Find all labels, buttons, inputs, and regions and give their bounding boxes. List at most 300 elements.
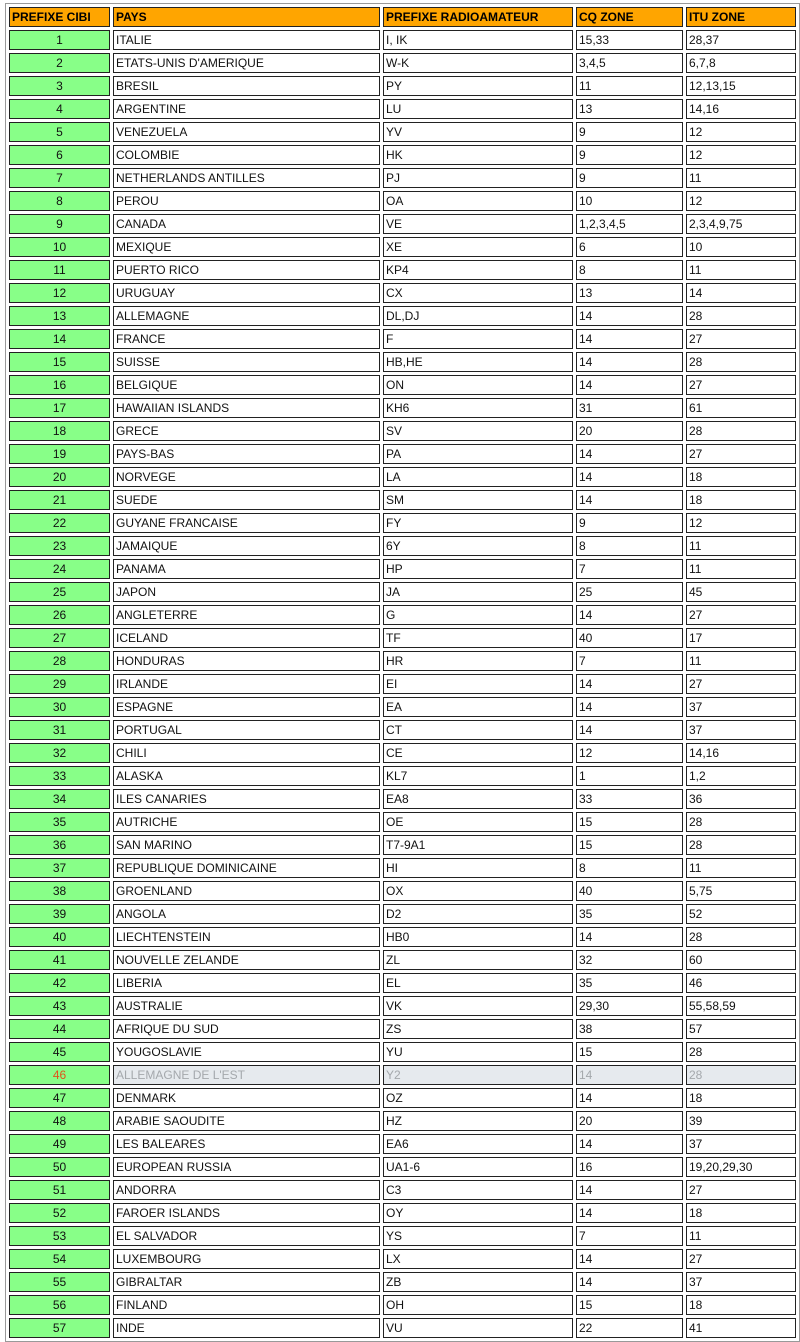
cell-prefixe-cibi: 5 xyxy=(9,122,110,142)
cell-prefixe-radioamateur: C3 xyxy=(383,1180,573,1200)
cell-prefixe-radioamateur: PJ xyxy=(383,168,573,188)
cell-pays: BRESIL xyxy=(113,76,380,96)
table-row xyxy=(9,444,796,464)
cell-pays: ESPAGNE xyxy=(113,697,380,717)
cell-prefixe-cibi: 1 xyxy=(9,30,110,50)
table-row xyxy=(9,513,796,533)
cell-cq-zone: 14 xyxy=(576,1134,683,1154)
table-row xyxy=(9,996,796,1016)
cell-itu-zone: 5,75 xyxy=(686,881,796,901)
cell-prefixe-radioamateur: FY xyxy=(383,513,573,533)
cell-prefixe-cibi: 33 xyxy=(9,766,110,786)
table-row xyxy=(9,1226,796,1246)
cell-itu-zone: 11 xyxy=(686,858,796,878)
cell-prefixe-cibi: 21 xyxy=(9,490,110,510)
cell-pays: ILES CANARIES xyxy=(113,789,380,809)
cell-pays: SUISSE xyxy=(113,352,380,372)
cell-pays: HAWAIIAN ISLANDS xyxy=(113,398,380,418)
cell-prefixe-radioamateur: HK xyxy=(383,145,573,165)
cell-prefixe-cibi: 54 xyxy=(9,1249,110,1269)
cell-prefixe-cibi: 8 xyxy=(9,191,110,211)
cell-prefixe-cibi: 49 xyxy=(9,1134,110,1154)
cell-cq-zone: 7 xyxy=(576,651,683,671)
table-container xyxy=(5,3,796,1342)
cell-pays: GUYANE FRANCAISE xyxy=(113,513,380,533)
cell-cq-zone: 14 xyxy=(576,1249,683,1269)
cell-cq-zone: 1 xyxy=(576,766,683,786)
cell-itu-zone: 11 xyxy=(686,168,796,188)
cell-cq-zone: 20 xyxy=(576,1111,683,1131)
cell-prefixe-radioamateur: KL7 xyxy=(383,766,573,786)
cell-prefixe-cibi: 13 xyxy=(9,306,110,326)
cell-prefixe-cibi: 19 xyxy=(9,444,110,464)
cell-itu-zone: 57 xyxy=(686,1019,796,1039)
cell-pays: ALLEMAGNE xyxy=(113,306,380,326)
cell-prefixe-radioamateur: D2 xyxy=(383,904,573,924)
cell-prefixe-radioamateur: KH6 xyxy=(383,398,573,418)
cell-itu-zone: 27 xyxy=(686,444,796,464)
cell-itu-zone: 18 xyxy=(686,1088,796,1108)
table-row xyxy=(9,536,796,556)
cell-itu-zone: 60 xyxy=(686,950,796,970)
cell-pays: ALLEMAGNE DE L'EST xyxy=(113,1065,380,1085)
cell-prefixe-radioamateur: I, IK xyxy=(383,30,573,50)
cell-prefixe-cibi: 12 xyxy=(9,283,110,303)
table-row xyxy=(9,490,796,510)
cell-pays: ANGOLA xyxy=(113,904,380,924)
cell-prefixe-radioamateur: F xyxy=(383,329,573,349)
cell-itu-zone: 36 xyxy=(686,789,796,809)
cell-prefixe-cibi: 4 xyxy=(9,99,110,119)
table-row xyxy=(9,950,796,970)
cell-prefixe-radioamateur: YV xyxy=(383,122,573,142)
cell-prefixe-radioamateur: CT xyxy=(383,720,573,740)
cell-itu-zone: 18 xyxy=(686,1295,796,1315)
cell-pays: CHILI xyxy=(113,743,380,763)
table-row xyxy=(9,1203,796,1223)
cell-pays: COLOMBIE xyxy=(113,145,380,165)
cell-cq-zone: 14 xyxy=(576,605,683,625)
cell-prefixe-radioamateur: UA1-6 xyxy=(383,1157,573,1177)
cell-cq-zone: 16 xyxy=(576,1157,683,1177)
cell-itu-zone: 11 xyxy=(686,651,796,671)
cell-itu-zone: 11 xyxy=(686,260,796,280)
cell-itu-zone: 12 xyxy=(686,513,796,533)
cell-pays: ALASKA xyxy=(113,766,380,786)
cell-pays: MEXIQUE xyxy=(113,237,380,257)
cell-itu-zone: 18 xyxy=(686,467,796,487)
cell-prefixe-radioamateur: ZB xyxy=(383,1272,573,1292)
cell-pays: ARGENTINE xyxy=(113,99,380,119)
cell-prefixe-radioamateur: 6Y xyxy=(383,536,573,556)
table-row xyxy=(9,467,796,487)
cell-prefixe-radioamateur: W-K xyxy=(383,53,573,73)
cell-itu-zone: 27 xyxy=(686,1180,796,1200)
cell-cq-zone: 14 xyxy=(576,306,683,326)
cell-itu-zone: 14,16 xyxy=(686,99,796,119)
cell-itu-zone: 27 xyxy=(686,1249,796,1269)
table-row xyxy=(9,421,796,441)
cell-itu-zone: 28 xyxy=(686,306,796,326)
cell-pays: PUERTO RICO xyxy=(113,260,380,280)
cell-itu-zone: 37 xyxy=(686,1134,796,1154)
cell-pays: REPUBLIQUE DOMINICAINE xyxy=(113,858,380,878)
cell-cq-zone: 15 xyxy=(576,835,683,855)
cell-itu-zone: 11 xyxy=(686,1226,796,1246)
table-row xyxy=(9,1249,796,1269)
cell-itu-zone: 39 xyxy=(686,1111,796,1131)
table-row xyxy=(9,1180,796,1200)
table-row xyxy=(9,1019,796,1039)
cell-prefixe-cibi: 41 xyxy=(9,950,110,970)
table-row xyxy=(9,766,796,786)
cell-cq-zone: 14 xyxy=(576,927,683,947)
cell-prefixe-cibi: 37 xyxy=(9,858,110,878)
cell-pays: EL SALVADOR xyxy=(113,1226,380,1246)
cell-cq-zone: 14 xyxy=(576,329,683,349)
cell-prefixe-cibi: 43 xyxy=(9,996,110,1016)
cell-prefixe-radioamateur: SM xyxy=(383,490,573,510)
cell-prefixe-cibi: 55 xyxy=(9,1272,110,1292)
cell-prefixe-radioamateur: OE xyxy=(383,812,573,832)
cell-pays: YOUGOSLAVIE xyxy=(113,1042,380,1062)
table-row xyxy=(9,904,796,924)
header-prefixe-cibi: PREFIXE CIBI xyxy=(9,7,110,27)
table-row xyxy=(9,720,796,740)
cell-itu-zone: 52 xyxy=(686,904,796,924)
cell-itu-zone: 1,2 xyxy=(686,766,796,786)
cell-itu-zone: 28 xyxy=(686,352,796,372)
cell-pays: LIECHTENSTEIN xyxy=(113,927,380,947)
cell-itu-zone: 28 xyxy=(686,927,796,947)
cell-prefixe-radioamateur: KP4 xyxy=(383,260,573,280)
cell-itu-zone: 14,16 xyxy=(686,743,796,763)
table-row xyxy=(9,1318,796,1338)
cell-cq-zone: 9 xyxy=(576,168,683,188)
table-row xyxy=(9,145,796,165)
cell-prefixe-radioamateur: OZ xyxy=(383,1088,573,1108)
cell-prefixe-radioamateur: ON xyxy=(383,375,573,395)
cell-pays: HONDURAS xyxy=(113,651,380,671)
cell-cq-zone: 9 xyxy=(576,513,683,533)
cell-prefixe-cibi: 22 xyxy=(9,513,110,533)
cell-prefixe-cibi: 31 xyxy=(9,720,110,740)
cell-cq-zone: 31 xyxy=(576,398,683,418)
cell-cq-zone: 33 xyxy=(576,789,683,809)
cell-itu-zone: 28,37 xyxy=(686,30,796,50)
cell-prefixe-cibi: 17 xyxy=(9,398,110,418)
cell-prefixe-cibi: 35 xyxy=(9,812,110,832)
cell-prefixe-radioamateur: ZS xyxy=(383,1019,573,1039)
cell-prefixe-radioamateur: HZ xyxy=(383,1111,573,1131)
cell-prefixe-radioamateur: VE xyxy=(383,214,573,234)
cell-prefixe-cibi: 26 xyxy=(9,605,110,625)
cell-cq-zone: 22 xyxy=(576,1318,683,1338)
cell-prefixe-cibi: 57 xyxy=(9,1318,110,1338)
cell-cq-zone: 15,33 xyxy=(576,30,683,50)
cell-itu-zone: 10 xyxy=(686,237,796,257)
cell-itu-zone: 18 xyxy=(686,490,796,510)
cell-cq-zone: 12 xyxy=(576,743,683,763)
cell-itu-zone: 28 xyxy=(686,1042,796,1062)
cell-pays: NETHERLANDS ANTILLES xyxy=(113,168,380,188)
cell-itu-zone: 12 xyxy=(686,191,796,211)
cell-prefixe-cibi: 24 xyxy=(9,559,110,579)
cell-prefixe-radioamateur: EL xyxy=(383,973,573,993)
table-row xyxy=(9,605,796,625)
cell-cq-zone: 14 xyxy=(576,1180,683,1200)
cell-cq-zone: 14 xyxy=(576,1065,683,1085)
cell-prefixe-radioamateur: CX xyxy=(383,283,573,303)
cell-prefixe-cibi: 30 xyxy=(9,697,110,717)
cell-prefixe-radioamateur: OY xyxy=(383,1203,573,1223)
cell-prefixe-cibi: 3 xyxy=(9,76,110,96)
table-row xyxy=(9,306,796,326)
cell-prefixe-cibi: 29 xyxy=(9,674,110,694)
table-row xyxy=(9,628,796,648)
table-row xyxy=(9,99,796,119)
header-prefixe-radioamateur: PREFIXE RADIOAMATEUR xyxy=(383,7,573,27)
cell-prefixe-radioamateur: EI xyxy=(383,674,573,694)
cell-itu-zone: 6,7,8 xyxy=(686,53,796,73)
cell-itu-zone: 18 xyxy=(686,1203,796,1223)
cell-pays: NOUVELLE ZELANDE xyxy=(113,950,380,970)
cell-prefixe-cibi: 50 xyxy=(9,1157,110,1177)
cell-prefixe-cibi: 25 xyxy=(9,582,110,602)
cell-prefixe-radioamateur: HR xyxy=(383,651,573,671)
cell-pays: URUGUAY xyxy=(113,283,380,303)
cell-pays: GRECE xyxy=(113,421,380,441)
cell-pays: INDE xyxy=(113,1318,380,1338)
cell-cq-zone: 32 xyxy=(576,950,683,970)
cell-cq-zone: 40 xyxy=(576,881,683,901)
cell-prefixe-cibi: 6 xyxy=(9,145,110,165)
cell-pays: CANADA xyxy=(113,214,380,234)
table-row xyxy=(9,53,796,73)
cell-pays: PANAMA xyxy=(113,559,380,579)
cell-itu-zone: 19,20,29,30 xyxy=(686,1157,796,1177)
cell-cq-zone: 7 xyxy=(576,1226,683,1246)
cell-cq-zone: 11 xyxy=(576,76,683,96)
cell-pays: VENEZUELA xyxy=(113,122,380,142)
cell-pays: ANDORRA xyxy=(113,1180,380,1200)
cell-prefixe-cibi: 52 xyxy=(9,1203,110,1223)
cell-prefixe-radioamateur: VU xyxy=(383,1318,573,1338)
cell-cq-zone: 13 xyxy=(576,283,683,303)
cell-pays: FRANCE xyxy=(113,329,380,349)
table-row xyxy=(9,812,796,832)
cell-prefixe-radioamateur: OA xyxy=(383,191,573,211)
cell-pays: IRLANDE xyxy=(113,674,380,694)
cell-cq-zone: 20 xyxy=(576,421,683,441)
cell-prefixe-cibi: 38 xyxy=(9,881,110,901)
cell-itu-zone: 27 xyxy=(686,674,796,694)
cell-cq-zone: 14 xyxy=(576,490,683,510)
cell-itu-zone: 27 xyxy=(686,375,796,395)
cell-pays: PORTUGAL xyxy=(113,720,380,740)
cell-prefixe-radioamateur: SV xyxy=(383,421,573,441)
cell-prefixe-radioamateur: EA xyxy=(383,697,573,717)
cell-prefixe-radioamateur: XE xyxy=(383,237,573,257)
cell-pays: ETATS-UNIS D'AMERIQUE xyxy=(113,53,380,73)
cell-prefixe-cibi: 15 xyxy=(9,352,110,372)
cell-pays: SUEDE xyxy=(113,490,380,510)
cell-prefixe-cibi: 16 xyxy=(9,375,110,395)
cell-pays: ANGLETERRE xyxy=(113,605,380,625)
cell-itu-zone: 28 xyxy=(686,1065,796,1085)
table-row xyxy=(9,1272,796,1292)
table-row xyxy=(9,214,796,234)
cell-prefixe-cibi: 27 xyxy=(9,628,110,648)
table-row xyxy=(9,352,796,372)
cell-prefixe-radioamateur: EA8 xyxy=(383,789,573,809)
table-row xyxy=(9,835,796,855)
cell-cq-zone: 8 xyxy=(576,260,683,280)
table-row xyxy=(9,1065,796,1085)
cell-prefixe-cibi: 9 xyxy=(9,214,110,234)
cell-cq-zone: 14 xyxy=(576,1203,683,1223)
cell-cq-zone: 10 xyxy=(576,191,683,211)
table-row xyxy=(9,375,796,395)
cell-prefixe-cibi: 2 xyxy=(9,53,110,73)
table-row xyxy=(9,1042,796,1062)
table-row xyxy=(9,1111,796,1131)
cell-prefixe-cibi: 20 xyxy=(9,467,110,487)
table-row xyxy=(9,881,796,901)
table-row xyxy=(9,858,796,878)
cell-prefixe-cibi: 18 xyxy=(9,421,110,441)
cell-cq-zone: 14 xyxy=(576,720,683,740)
cell-pays: PAYS-BAS xyxy=(113,444,380,464)
table-row xyxy=(9,651,796,671)
cell-prefixe-cibi: 51 xyxy=(9,1180,110,1200)
cell-cq-zone: 8 xyxy=(576,536,683,556)
cell-itu-zone: 61 xyxy=(686,398,796,418)
cell-prefixe-cibi: 10 xyxy=(9,237,110,257)
table-row xyxy=(9,697,796,717)
table-row xyxy=(9,1295,796,1315)
cell-prefixe-radioamateur: LA xyxy=(383,467,573,487)
cell-cq-zone: 14 xyxy=(576,1272,683,1292)
cell-itu-zone: 45 xyxy=(686,582,796,602)
cell-prefixe-radioamateur: OH xyxy=(383,1295,573,1315)
cell-itu-zone: 37 xyxy=(686,720,796,740)
table-row xyxy=(9,237,796,257)
cell-prefixe-radioamateur: EA6 xyxy=(383,1134,573,1154)
cell-cq-zone: 7 xyxy=(576,559,683,579)
table-row xyxy=(9,582,796,602)
cell-prefixe-radioamateur: CE xyxy=(383,743,573,763)
table-row xyxy=(9,168,796,188)
cell-prefixe-cibi: 32 xyxy=(9,743,110,763)
cell-pays: JAPON xyxy=(113,582,380,602)
cell-itu-zone: 28 xyxy=(686,421,796,441)
cell-cq-zone: 1,2,3,4,5 xyxy=(576,214,683,234)
cell-cq-zone: 14 xyxy=(576,375,683,395)
cell-prefixe-radioamateur: JA xyxy=(383,582,573,602)
cell-itu-zone: 11 xyxy=(686,559,796,579)
cell-cq-zone: 35 xyxy=(576,973,683,993)
cell-prefixe-cibi: 40 xyxy=(9,927,110,947)
table-row xyxy=(9,122,796,142)
cell-cq-zone: 9 xyxy=(576,122,683,142)
cell-prefixe-cibi: 11 xyxy=(9,260,110,280)
cell-prefixe-cibi: 53 xyxy=(9,1226,110,1246)
cell-prefixe-cibi: 48 xyxy=(9,1111,110,1131)
cell-pays: GROENLAND xyxy=(113,881,380,901)
cell-cq-zone: 14 xyxy=(576,352,683,372)
cell-itu-zone: 37 xyxy=(686,1272,796,1292)
cell-cq-zone: 14 xyxy=(576,697,683,717)
cell-prefixe-radioamateur: HI xyxy=(383,858,573,878)
cell-pays: JAMAIQUE xyxy=(113,536,380,556)
cell-prefixe-radioamateur: OX xyxy=(383,881,573,901)
cell-cq-zone: 14 xyxy=(576,1088,683,1108)
cell-cq-zone: 15 xyxy=(576,1295,683,1315)
header-itu-zone: ITU ZONE xyxy=(686,7,796,27)
cell-cq-zone: 8 xyxy=(576,858,683,878)
cell-prefixe-cibi: 45 xyxy=(9,1042,110,1062)
cell-pays: PEROU xyxy=(113,191,380,211)
cell-itu-zone: 14 xyxy=(686,283,796,303)
header-row xyxy=(9,7,796,27)
table-row xyxy=(9,191,796,211)
table-row xyxy=(9,559,796,579)
cell-pays: FINLAND xyxy=(113,1295,380,1315)
table-row xyxy=(9,743,796,763)
cell-pays: ARABIE SAOUDITE xyxy=(113,1111,380,1131)
cell-cq-zone: 14 xyxy=(576,467,683,487)
header-cq-zone: CQ ZONE xyxy=(576,7,683,27)
cell-cq-zone: 14 xyxy=(576,444,683,464)
table-row xyxy=(9,260,796,280)
table-row xyxy=(9,1088,796,1108)
cell-prefixe-radioamateur: PY xyxy=(383,76,573,96)
cell-prefixe-cibi: 39 xyxy=(9,904,110,924)
cell-pays: NORVEGE xyxy=(113,467,380,487)
cell-prefixe-radioamateur: ZL xyxy=(383,950,573,970)
cell-prefixe-radioamateur: YU xyxy=(383,1042,573,1062)
cell-pays: EUROPEAN RUSSIA xyxy=(113,1157,380,1177)
table-row xyxy=(9,398,796,418)
cell-prefixe-cibi: 46 xyxy=(9,1065,110,1085)
cell-cq-zone: 14 xyxy=(576,674,683,694)
cell-prefixe-cibi: 7 xyxy=(9,168,110,188)
cell-itu-zone: 27 xyxy=(686,605,796,625)
cell-itu-zone: 12 xyxy=(686,145,796,165)
cell-pays: BELGIQUE xyxy=(113,375,380,395)
cell-itu-zone: 37 xyxy=(686,697,796,717)
cell-pays: LUXEMBOURG xyxy=(113,1249,380,1269)
table-row xyxy=(9,789,796,809)
header-pays: PAYS xyxy=(113,7,380,27)
table-row xyxy=(9,927,796,947)
cell-prefixe-radioamateur: G xyxy=(383,605,573,625)
cell-prefixe-radioamateur: DL,DJ xyxy=(383,306,573,326)
cell-itu-zone: 41 xyxy=(686,1318,796,1338)
cell-cq-zone: 15 xyxy=(576,1042,683,1062)
cell-itu-zone: 55,58,59 xyxy=(686,996,796,1016)
cell-itu-zone: 11 xyxy=(686,536,796,556)
cell-itu-zone: 12 xyxy=(686,122,796,142)
table-row xyxy=(9,30,796,50)
table-row xyxy=(9,76,796,96)
cell-pays: SAN MARINO xyxy=(113,835,380,855)
cell-pays: DENMARK xyxy=(113,1088,380,1108)
cell-itu-zone: 27 xyxy=(686,329,796,349)
cell-prefixe-radioamateur: HB0 xyxy=(383,927,573,947)
cell-pays: AUTRICHE xyxy=(113,812,380,832)
